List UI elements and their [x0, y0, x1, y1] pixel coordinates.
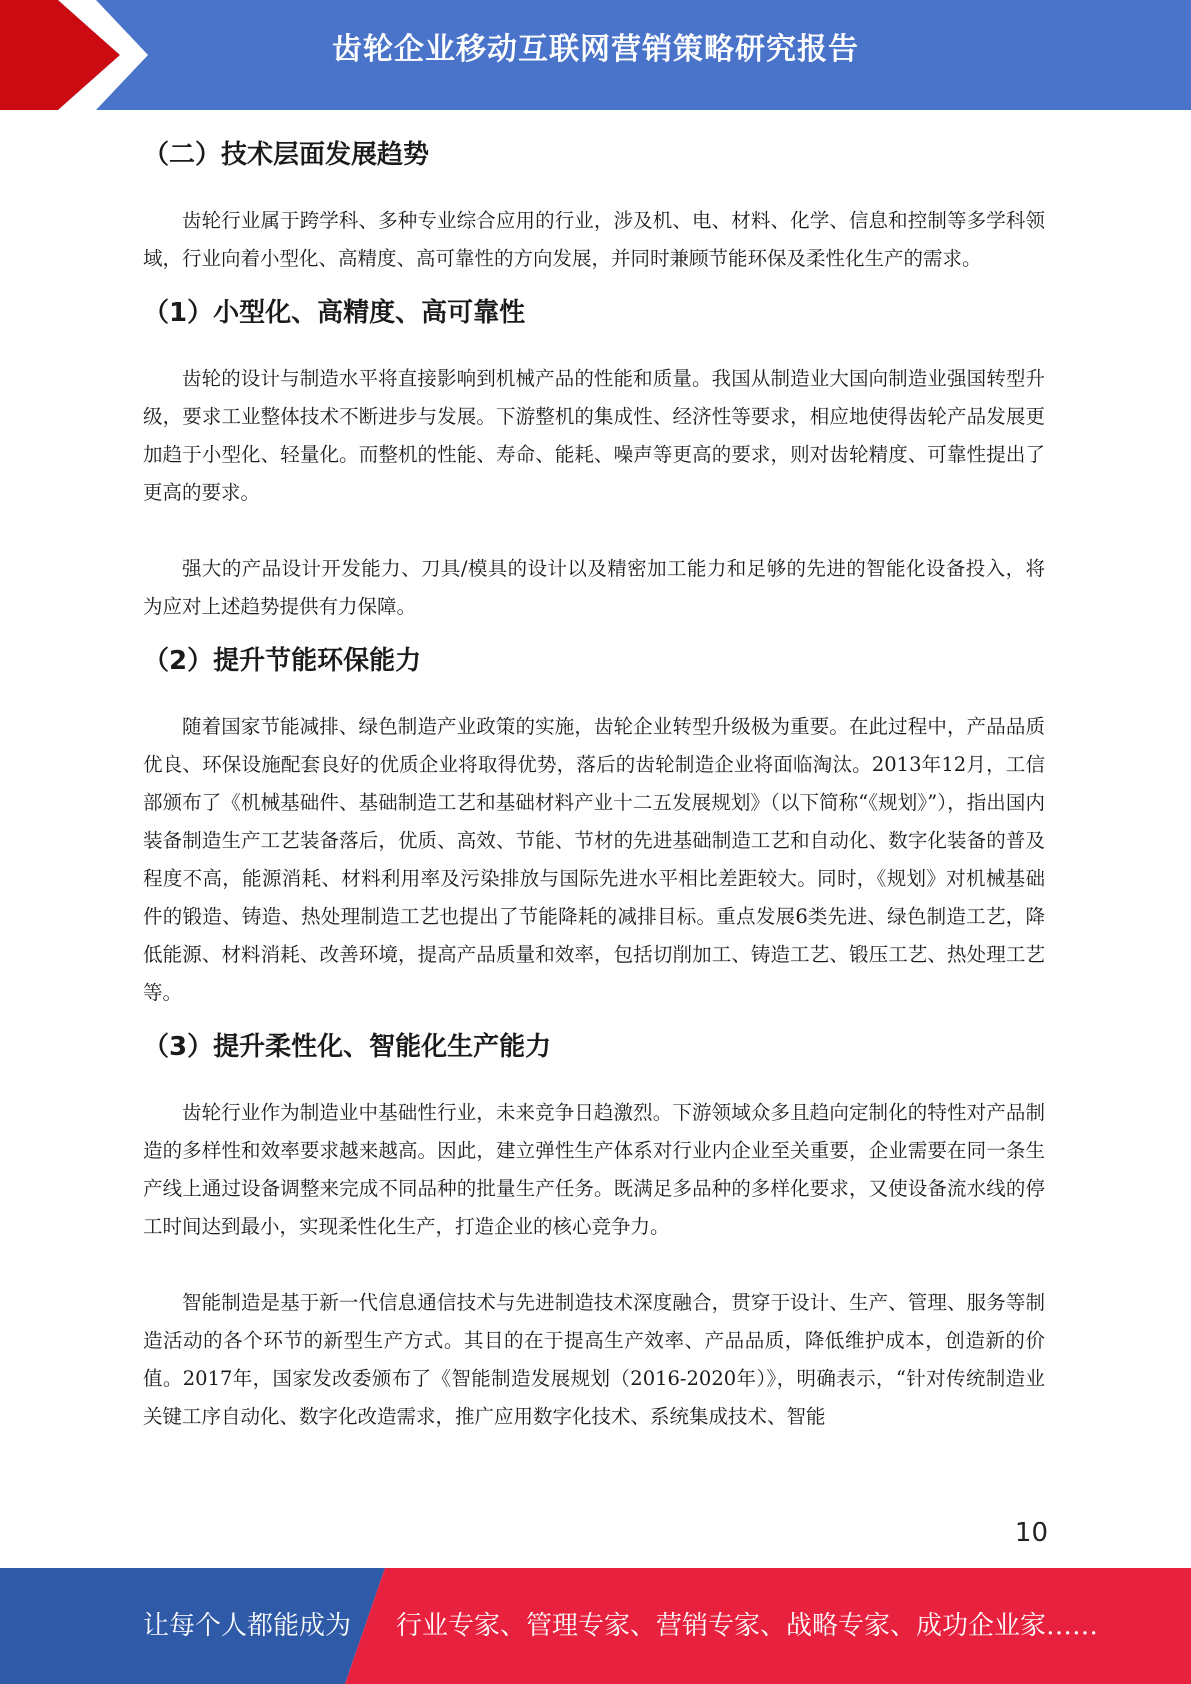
- section-heading: （2）提升节能环保能力: [143, 646, 422, 676]
- section-heading: （3）提升柔性化、智能化生产能力: [143, 1032, 552, 1062]
- body-paragraph: 强大的产品设计开发能力、刀具/模具的设计以及精密加工能力和足够的先进的智能化设备投入，将为应对上述趋势提供有力保障。: [143, 557, 1045, 618]
- body-paragraph: 智能制造是基于新一代信息通信技术与先进制造技术深度融合，贯穿于设计、生产、管理、服务等制造活动的各个环节的新型生产方式。其目的在于提高生产效率、产品品质，降低维护成本，创造新的价值。2017年，国家发改委颁布了《智能制造发展规划（2016-2020年）》，明确表示，“针对传统制造业关键工序自动化、数字化改造需求，推广应用数字化技术、系统集成技术、智能: [143, 1291, 1045, 1428]
- section-heading: （二）技术层面发展趋势: [143, 140, 430, 170]
- report-title: 齿轮企业移动互联网营销策略研究报告: [332, 32, 859, 67]
- body-paragraph: 齿轮的设计与制造水平将直接影响到机械产品的性能和质量。我国从制造业大国向制造业强国转型升级，要求工业整体技术不断进步与发展。下游整机的集成性、经济性等要求，相应地使得齿轮产品发展更加趋于小型化、轻量化。而整机的性能、寿命、能耗、噪声等更高的要求，则对齿轮精度、可靠性提出了更高的要求。: [143, 367, 1045, 504]
- footer-slogan-left: 让每个人都能成为: [143, 1611, 352, 1641]
- page-number: 10: [1014, 1518, 1048, 1548]
- body-paragraph: 齿轮行业属于跨学科、多种专业综合应用的行业，涉及机、电、材料、化学、信息和控制等多学科领域，行业向着小型化、高精度、高可靠性的方向发展，并同时兼顾节能环保及柔性化生产的需求。: [143, 209, 1045, 270]
- footer-slogan-right: 行业专家、管理专家、营销专家、战略专家、成功企业家……: [396, 1611, 1099, 1641]
- page-footer: [0, 1568, 1191, 1684]
- body-paragraph: 随着国家节能减排、绿色制造产业政策的实施，齿轮企业转型升级极为重要。在此过程中，产品品质优良、环保设施配套良好的优质企业将取得优势，落后的齿轮制造企业将面临淘汰。2013年12月，工信部颁布了《机械基础件、基础制造工艺和基础材料产业十二五发展规划》（以下简称“《规划》”），指出国内装备制造生产工艺装备落后，优质、高效、节能、节材的先进基础制造工艺和自动化、数字化装备的普及程度不高，能源消耗、材料利用率及污染排放与国际先进水平相比差距较大。同时，《规划》对机械基础件的锻造、铸造、热处理制造工艺也提出了节能降耗的减排目标。重点发展6类先进、绿色制造工艺，降低能源、材料消耗、改善环境，提高产品质量和效率，包括切削加工、铸造工艺、锻压工艺、热处理工艺等。: [143, 715, 1045, 1004]
- body-paragraph: 齿轮行业作为制造业中基础性行业，未来竞争日趋激烈。下游领域众多且趋向定制化的特性对产品制造的多样性和效率要求越来越高。因此，建立弹性生产体系对行业内企业至关重要，企业需要在同一条生产线上通过设备调整来完成不同品种的批量生产任务。既满足多品种的多样化要求，又使设备流水线的停工时间达到最小，实现柔性化生产，打造企业的核心竞争力。: [143, 1101, 1045, 1238]
- page-content: [143, 120, 1045, 1436]
- section-heading: （1）小型化、高精度、高可靠性: [143, 298, 526, 328]
- page-header: [0, 0, 1191, 110]
